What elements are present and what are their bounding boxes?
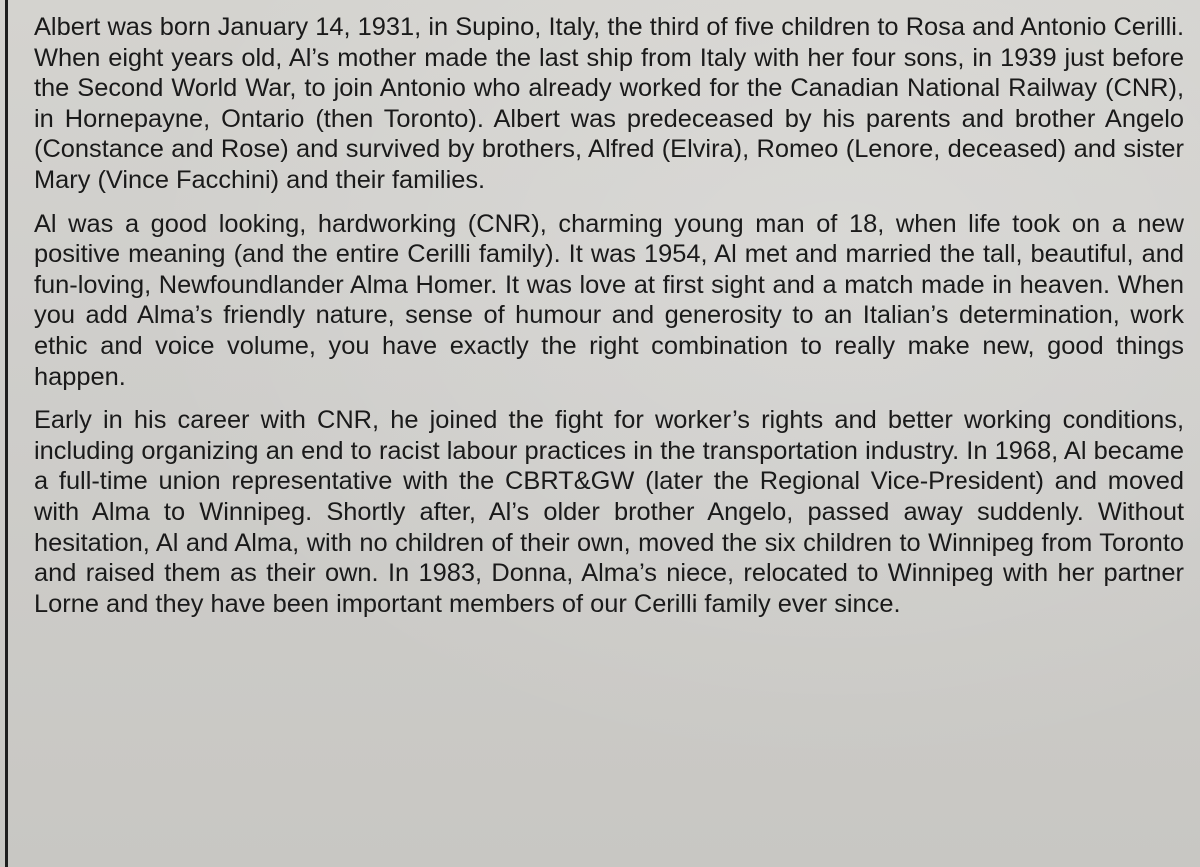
obituary-article [34, 12, 1184, 632]
paragraph-marriage: Al was a good looking, hardworking (CNR), charming young man of 18, when life took on a new positive meaning (and the entire Cerilli family). It was 1954, Al met and married the tall, beautiful, and fun-loving, Newfoundlander Alma Homer. It was love at first sight and a match made in heaven. When you add Alma’s friendly nature, sense of humour and generosity to an Italian’s determination, work ethic and voice volume, you have exactly the right combination to really make new, good things happen. [34, 209, 1184, 391]
paragraph-birth-and-family: Albert was born January 14, 1931, in Supino, Italy, the third of five children to Rosa and Antonio Cerilli. When eight years old, Al’s mother made the last ship from Italy with her four sons, in 1939 just before the Second World War, to join Antonio who already worked for the Canadian National Railway (CNR), in Hornepayne, Ontario (then Toronto). Albert was predeceased by his parents and brother Angelo (Constance and Rose) and survived by brothers, Alfred (Elvira), Romeo (Lenore, deceased) and sister Mary (Vince Facchini) and their families. [34, 13, 1184, 194]
column-rule [5, 0, 8, 867]
paragraph-career: Early in his career with CNR, he joined the fight for worker’s rights and better working conditions, including organizing an end to racist labour practices in the transportation industry. In 1968, Al became a full-time union representative with the CBRT&GW (later the Regional Vice-President) and moved with Alma to Winnipeg. Shortly after, Al’s older brother Angelo, passed away suddenly. Without hesitation, Al and Alma, with no children of their own, moved the six children to Winnipeg from Toronto and raised them as their own. In 1983, Donna, Alma’s niece, relocated to Winnipeg with her partner Lorne and they have been important members of our Cerilli family ever since. [34, 406, 1184, 618]
